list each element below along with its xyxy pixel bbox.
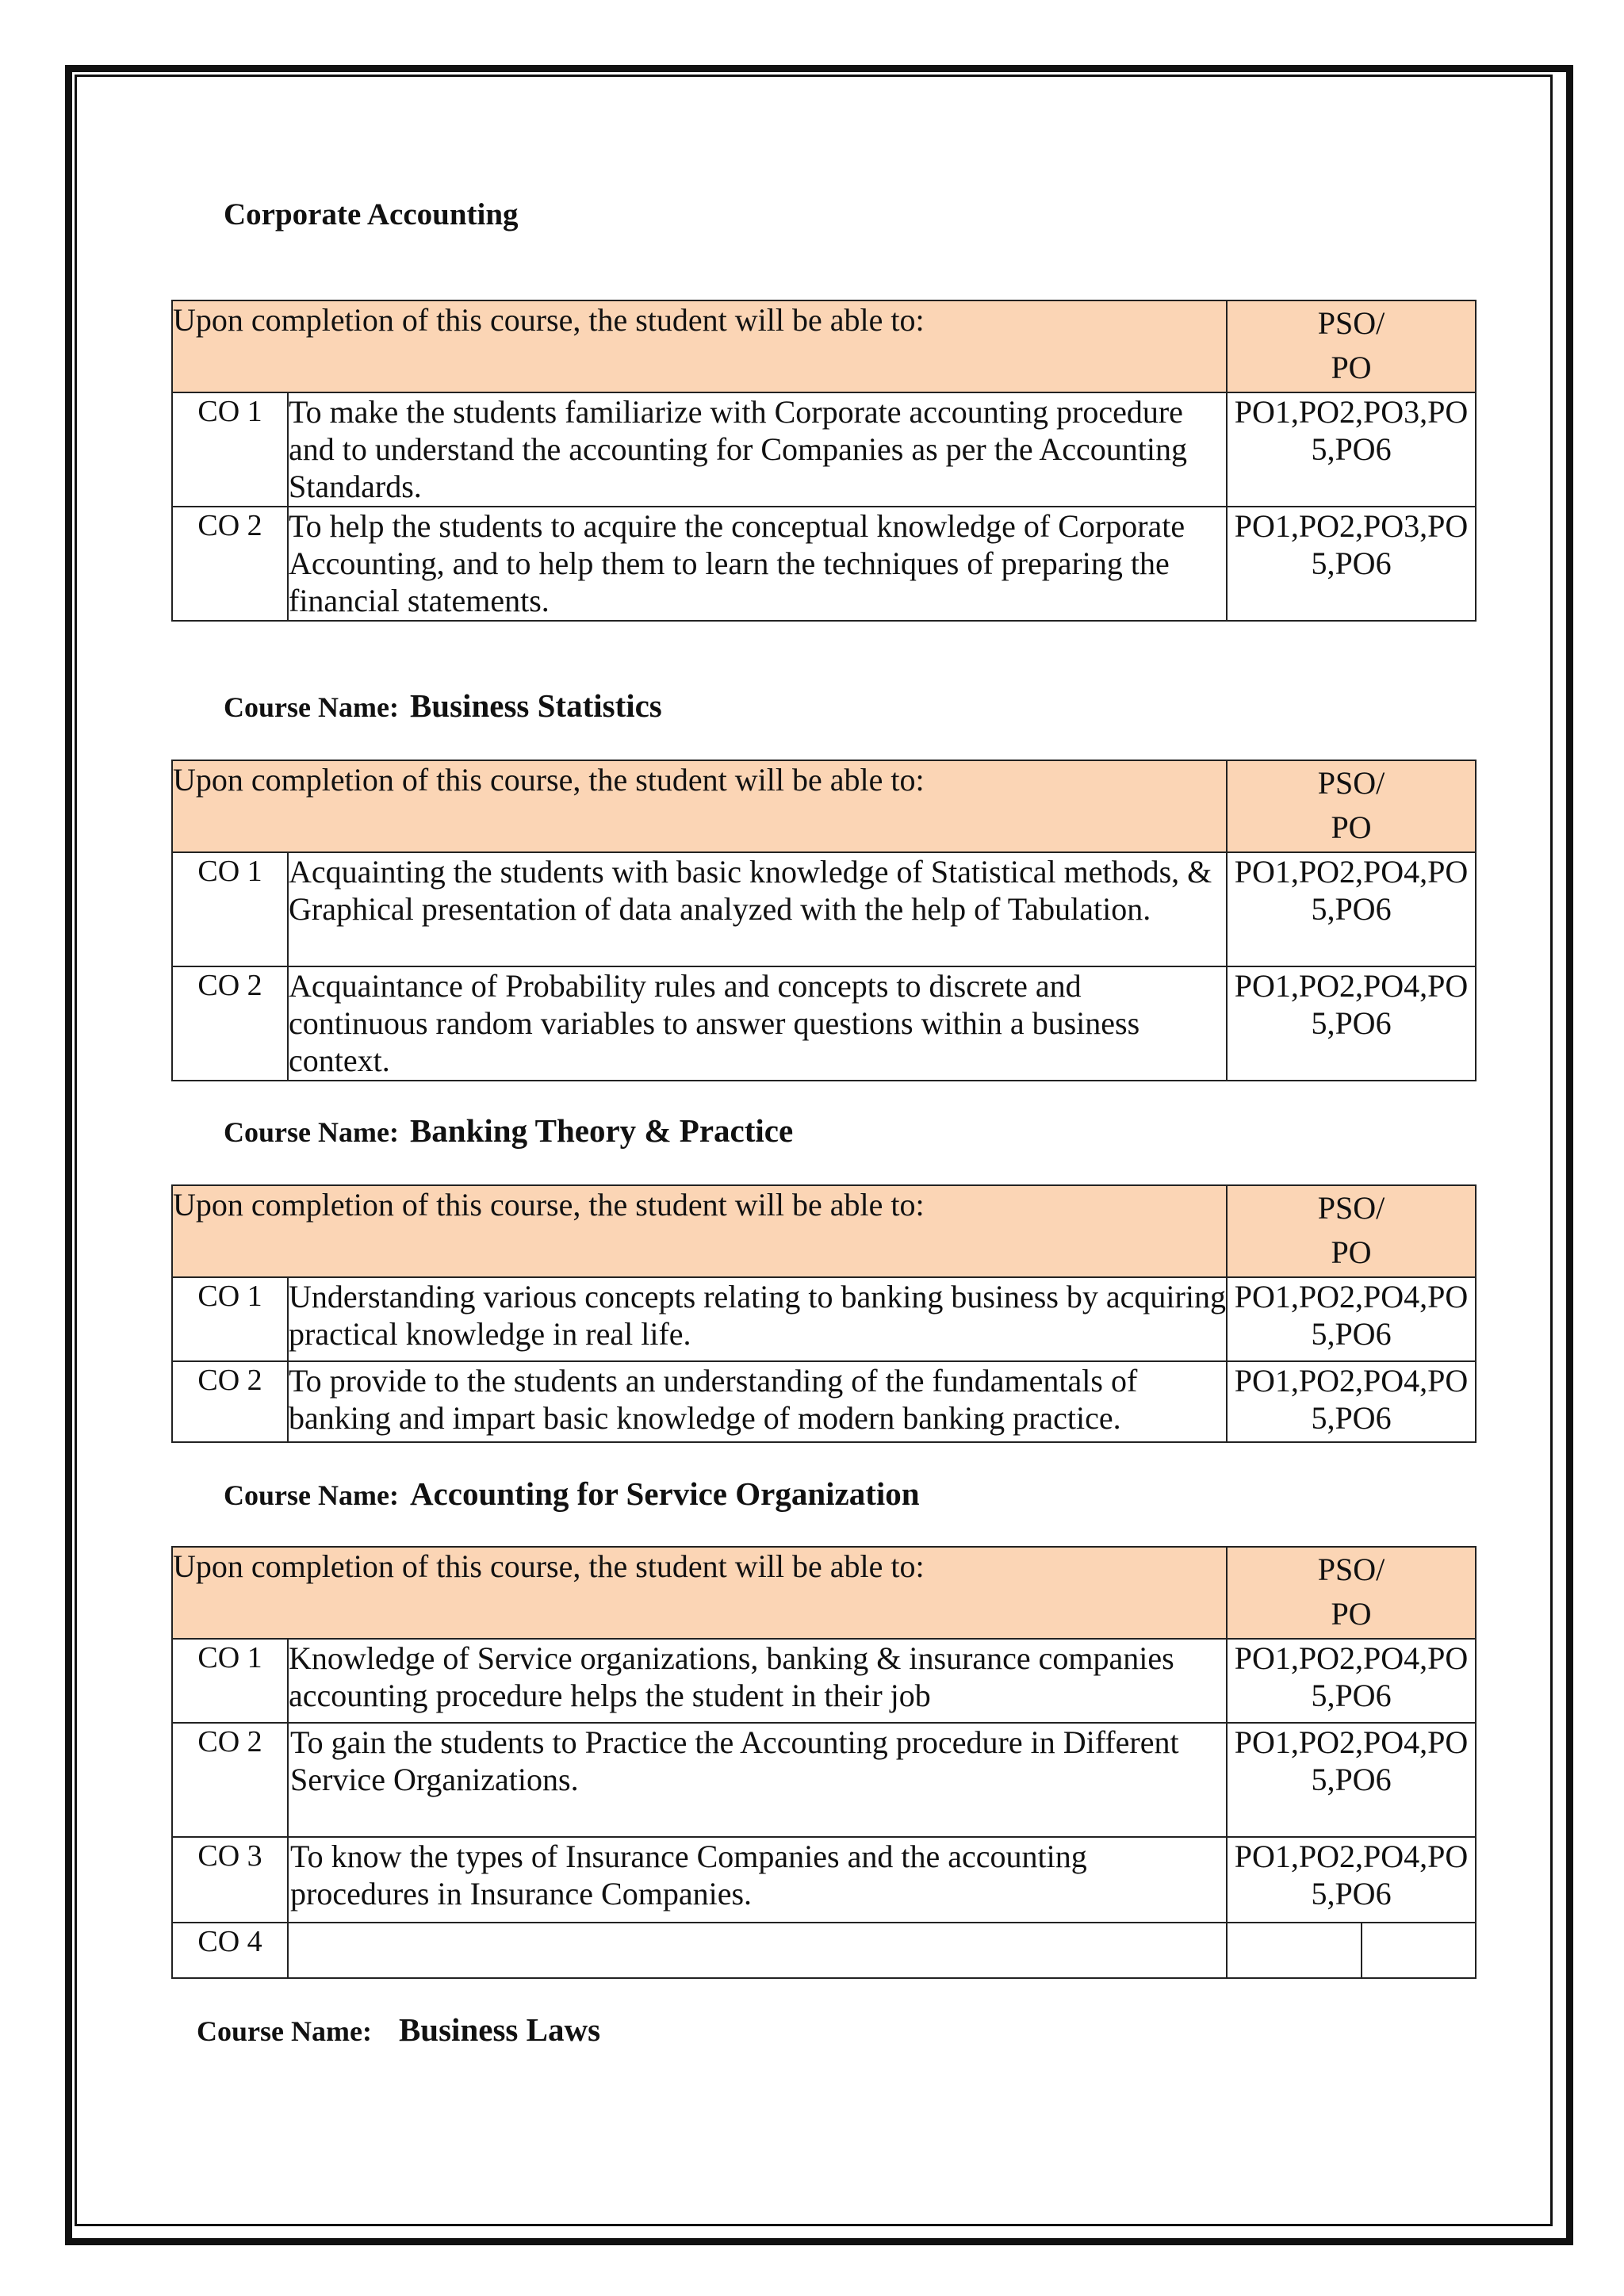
course-name-heading [197, 2011, 600, 2049]
co-label: CO 4 [172, 1923, 288, 1978]
course-outcomes-table [171, 1546, 1477, 1979]
po-mapping: PO1,PO2,PO4,PO 5,PO6 [1227, 1361, 1476, 1442]
table-row [172, 1277, 1476, 1361]
header-text: Upon completion of this course, the student will be able to: [172, 760, 1227, 852]
po-label: PO [1331, 1596, 1372, 1632]
pso-label: PSO/ [1317, 1190, 1385, 1226]
pso-label: PSO/ [1317, 305, 1385, 341]
course-name-label: Course Name: [224, 1479, 399, 1511]
co-label: CO 1 [172, 852, 288, 966]
co-description: To gain the students to Practice the Accounting procedure in Different Service Organizations. [288, 1723, 1227, 1837]
pso-po-header [1227, 300, 1476, 392]
co-description: To provide to the students an understanding of the fundamentals of banking and impart basic knowledge of modern banking practice. [288, 1361, 1227, 1442]
table-row [172, 507, 1476, 621]
co-description: To make the students familiarize with Corporate accounting procedure and to understand the accounting for Companies as per the Accounting Standards. [288, 392, 1227, 507]
co-description: To help the students to acquire the conceptual knowledge of Corporate Accounting, and to help them to learn the techniques of preparing the financial statements. [288, 507, 1227, 621]
po-mapping: PO1,PO2,PO4,PO 5,PO6 [1227, 1639, 1476, 1723]
pso-label: PSO/ [1317, 1552, 1385, 1587]
table-row [172, 1723, 1476, 1837]
course-name-heading [224, 1112, 793, 1150]
co-description: Knowledge of Service organizations, banking & insurance companies accounting procedure helps the student in their job [288, 1639, 1227, 1723]
po-mapping: PO1,PO2,PO4,PO 5,PO6 [1227, 1723, 1476, 1837]
pso-po-header [1227, 1547, 1476, 1639]
co-label: CO 2 [172, 507, 288, 621]
co-label: CO 1 [172, 1639, 288, 1723]
co-description [288, 1923, 1227, 1978]
course-name-heading [224, 687, 662, 725]
pso-label: PSO/ [1317, 765, 1385, 801]
co-description: Acquainting the students with basic knowledge of Statistical methods, & Graphical presentation of data analyzed with the help of Tabulation. [288, 852, 1227, 966]
table-row [172, 852, 1476, 966]
course-outcomes-table [171, 760, 1477, 1081]
co-description: To know the types of Insurance Companies and the accounting procedures in Insurance Companies. [288, 1837, 1227, 1923]
po-mapping [1227, 1923, 1362, 1978]
course-name-value: Business Laws [398, 2011, 601, 2048]
course-name-value: Banking Theory & Practice [409, 1112, 794, 1149]
po-mapping: PO1,PO2,PO4,PO 5,PO6 [1227, 1277, 1476, 1361]
header-text: Upon completion of this course, the student will be able to: [172, 1547, 1227, 1639]
table-row [172, 1361, 1476, 1442]
co-label: CO 2 [172, 1361, 288, 1442]
course-name-value: Accounting for Service Organization [409, 1475, 920, 1512]
po-mapping: PO1,PO2,PO3,PO 5,PO6 [1227, 392, 1476, 507]
header-text: Upon completion of this course, the student will be able to: [172, 1185, 1227, 1277]
table-header-row [172, 1185, 1476, 1277]
po-label: PO [1331, 1234, 1372, 1270]
table-row [172, 1639, 1476, 1723]
table-row [172, 1837, 1476, 1923]
co-description: Acquaintance of Probability rules and concepts to discrete and continuous random variables to answer questions within a business context. [288, 966, 1227, 1081]
po-mapping: PO1,PO2,PO3,PO 5,PO6 [1227, 507, 1476, 621]
table-header-row [172, 760, 1476, 852]
course-outcomes-table [171, 1184, 1477, 1443]
table-row [172, 1923, 1476, 1978]
po-mapping: PO1,PO2,PO4,PO 5,PO6 [1227, 1837, 1476, 1923]
header-text: Upon completion of this course, the student will be able to: [172, 300, 1227, 392]
co-label: CO 3 [172, 1837, 288, 1923]
table-row [172, 966, 1476, 1081]
po-mapping: PO1,PO2,PO4,PO 5,PO6 [1227, 966, 1476, 1081]
co-label: CO 1 [172, 392, 288, 507]
co-description: Understanding various concepts relating to banking business by acquiring practical knowledge in real life. [288, 1277, 1227, 1361]
course-name-heading [224, 1475, 920, 1513]
table-row [172, 392, 1476, 507]
course-name-label: Course Name: [224, 691, 399, 723]
pso-po-header [1227, 1185, 1476, 1277]
po-label: PO [1331, 809, 1372, 845]
co-label: CO 2 [172, 1723, 288, 1837]
table-header-row [172, 300, 1476, 392]
po-mapping-empty [1362, 1923, 1476, 1978]
po-label: PO [1331, 350, 1372, 385]
course-name-label: Course Name: [224, 1116, 399, 1148]
course-name-label: Course Name: [197, 2015, 372, 2047]
pso-po-header [1227, 760, 1476, 852]
course-title: Corporate Accounting [224, 197, 519, 232]
po-mapping: PO1,PO2,PO4,PO 5,PO6 [1227, 852, 1476, 966]
co-label: CO 2 [172, 966, 288, 1081]
co-label: CO 1 [172, 1277, 288, 1361]
table-header-row [172, 1547, 1476, 1639]
course-name-value: Business Statistics [409, 687, 662, 724]
course-outcomes-table [171, 300, 1477, 622]
